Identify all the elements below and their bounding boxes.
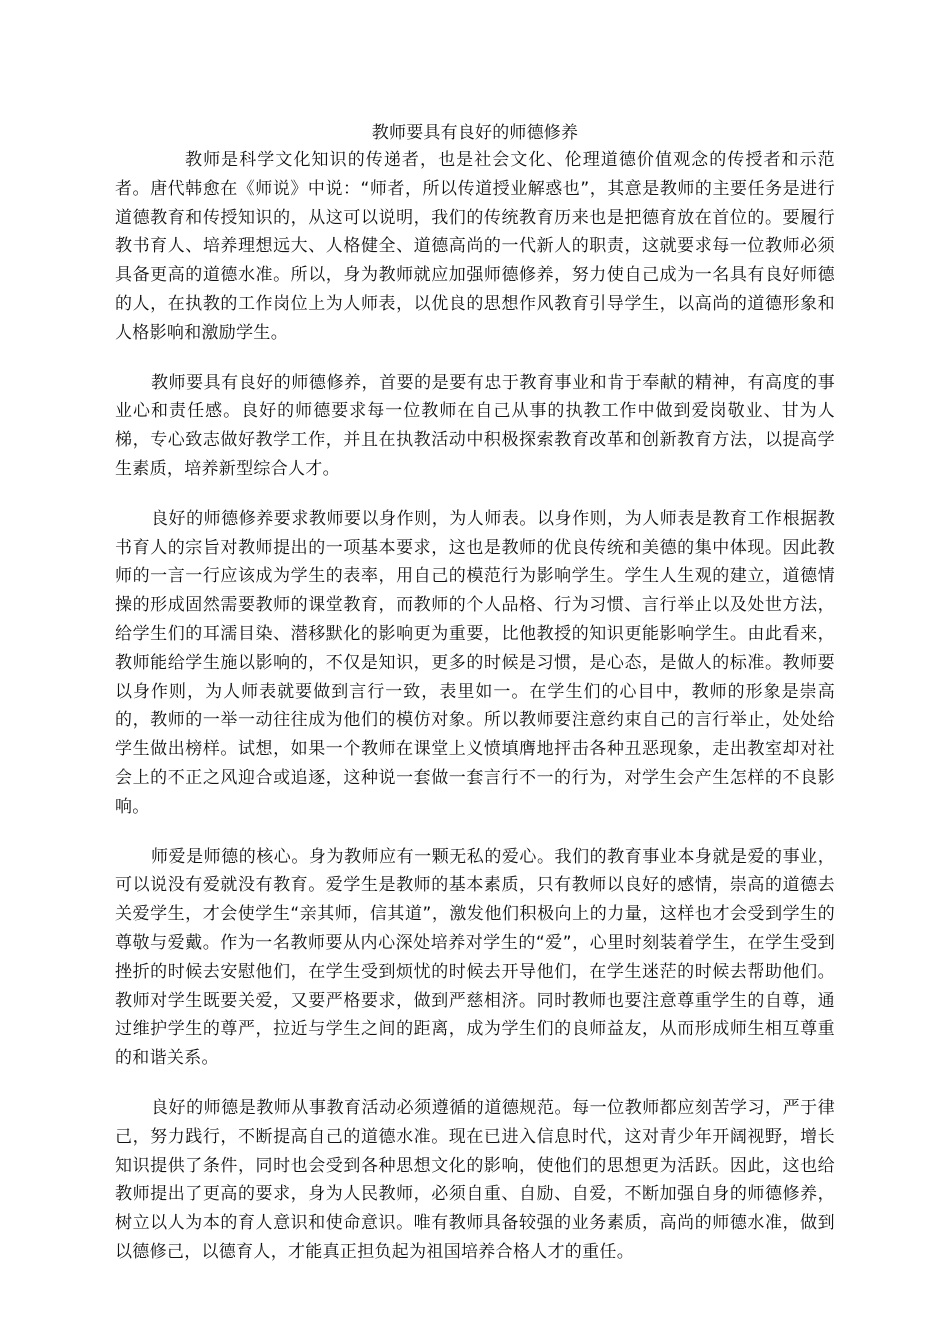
paragraph-role-model: 良好的师德修养要求教师要以身作则，为人师表。以身作则，为人师表是教育工作根据教书育人的宗旨对教师提出的一项基本要求，这也是教师的优良传统和美德的集中体现。因此教师的一言一行应该成为学生的表率，用自己的模范行为影响学生。学生人生观的建立，道德情操的形成固然需要教师的课堂教育，而教师的个人品格、行为习惯、言行举止以及处世方法，给学生们的耳濡目染、潜移默化的影响更为重要，比他教授的知识更能影响学生。由此看来，教师能给学生施以影响的，不仅是知识，更多的时候是习惯，是心态，是做人的标准。教师要以身作则，为人师表就要做到言行一致，表里如一。在学生们的心目中，教师的形象是崇高的，教师的一举一动往往成为他们的模仿对象。所以教师要注意约束自己的言行举止，处处给学生做出榜样。试想，如果一个教师在课堂上义愤填膺地抨击各种丑恶现象，走出教室却对社会上的不正之风迎合或追逐，这种说一套做一套言行不一的行为，对学生会产生怎样的不良影响。	[115, 508, 835, 817]
paragraph-moral-norms: 良好的师德是教师从事教育活动必须遵循的道德规范。每一位教师都应刻苦学习，严于律己，努力践行，不断提高自己的道德水准。现在已进入信息时代，这对青少年开阔视野，增长知识提供了条件，同时也会受到各种思想文化的影响，使他们的思想更为活跃。因此，这也给教师提出了更高的要求，身为人民教师，必须自重、自励、自爱，不断加强自身的师德修养，树立以人为本的育人意识和使命意识。唯有教师具备较强的业务素质，高尚的师德水准，做到以德修己，以德育人，才能真正担负起为祖国培养合格人才的重任。	[115, 1097, 835, 1262]
document-title: 教师要具有良好的师德修养	[371, 123, 579, 143]
paragraph-teacher-love: 师爱是师德的核心。身为教师应有一颗无私的爱心。我们的教育事业本身就是爱的事业，可以说没有爱就没有教育。爱学生是教师的基本素质，只有教师以良好的感情，崇高的道德去关爱学生，才会使学生“亲其师，信其道”，激发他们积极向上的力量，这样也才会受到学生的尊敬与爱戴。作为一名教师要从内心深处培养对学生的“爱”，心里时刻装着学生，在学生受到挫折的时候去安慰他们，在学生受到烦忧的时候去开导他们，在学生迷茫的时候去帮助他们。教师对学生既要关爱，又要严格要求，做到严慈相济。同时教师也要注意尊重学生的自尊，通过维护学生的尊严，拉近与学生之间的距离，成为学生们的良师益友，从而形成师生相互尊重的和谐关系。	[115, 846, 835, 1069]
document-body	[115, 120, 835, 1267]
paragraph-intro: 教师是科学文化知识的传递者，也是社会文化、伦理道德价值观念的传授者和示范者。唐代韩愈在《师说》中说：“师者，所以传道授业解惑也”，其意是教师的主要任务是进行道德教育和传授知识的，从这可以说明，我们的传统教育历来也是把德育放在首位的。要履行教书育人、培养理想远大、人格健全、道德高尚的一代新人的职责，这就要求每一位教师必须具备更高的道德水准。所以，身为教师就应加强师德修养，努力使自己成为一名具有良好师德的人，在执教的工作岗位上为人师表，以优良的思想作风教育引导学生，以高尚的道德形象和人格影响和激励学生。	[115, 150, 835, 343]
paragraph-dedication: 教师要具有良好的师德修养，首要的是要有忠于教育事业和肯于奉献的精神，有高度的事业心和责任感。良好的师德要求每一位教师在自己从事的执教工作中做到爱岗敬业、甘为人梯，专心致志做好教学工作，并且在执教活动中积极探索教育改革和创新教育方法，以提高学生素质，培养新型综合人才。	[115, 372, 835, 479]
